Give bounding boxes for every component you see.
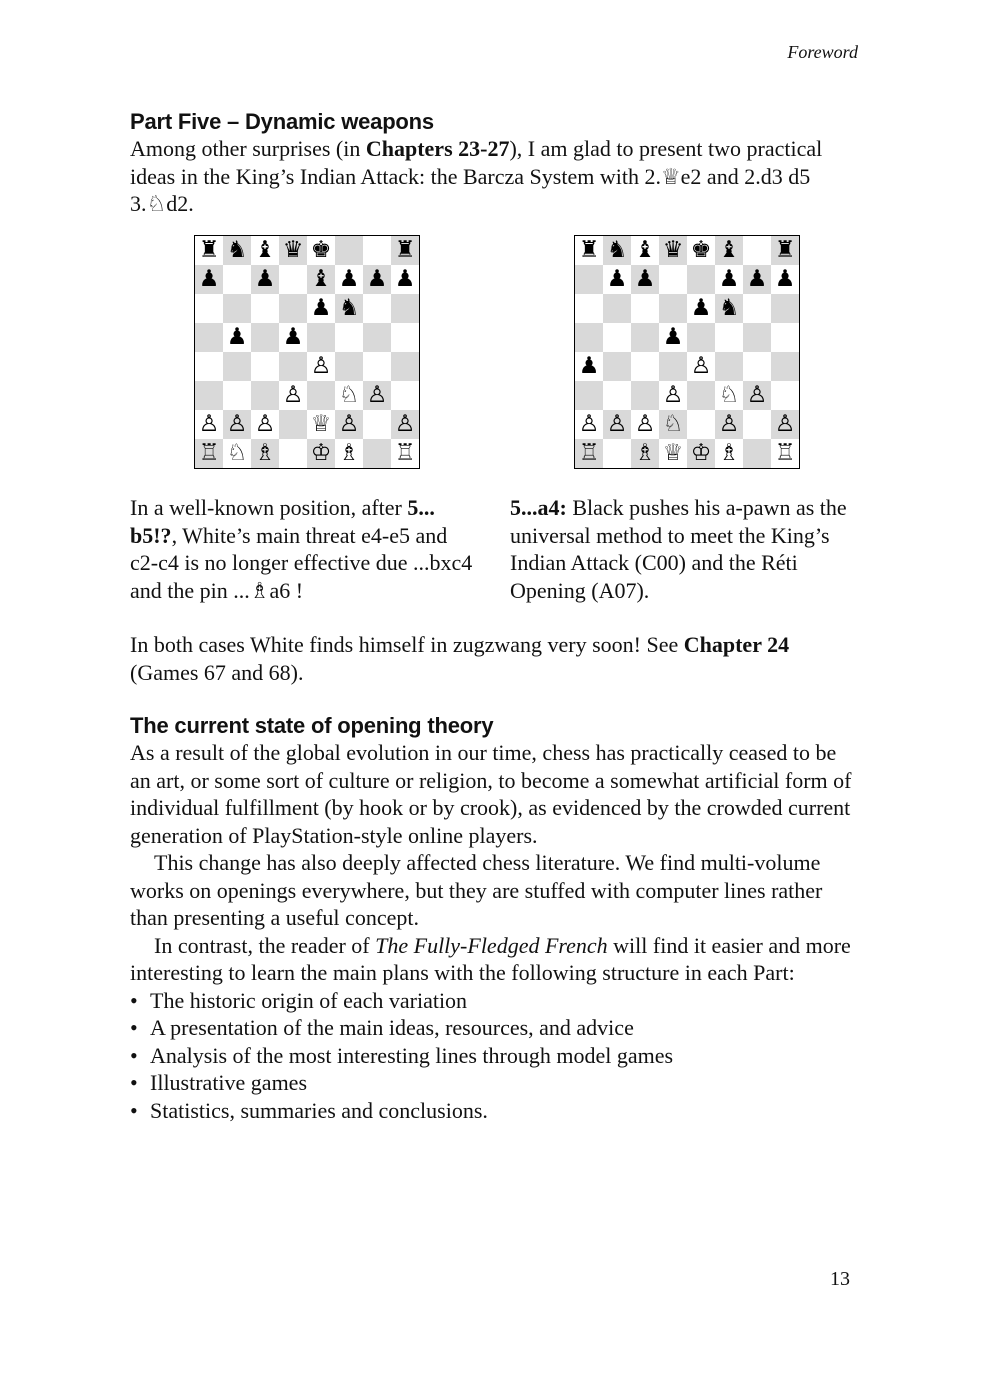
- board-square: ♗: [715, 439, 743, 468]
- board-square: ♟: [603, 265, 631, 294]
- bullet-list: [130, 987, 860, 1125]
- board-square: ♙: [687, 352, 715, 381]
- board-square: [743, 410, 771, 439]
- board-square: ♟: [195, 265, 223, 294]
- board-square: [251, 352, 279, 381]
- board-square: [743, 294, 771, 323]
- board-square: ♟: [715, 265, 743, 294]
- board-square: [771, 352, 799, 381]
- board-square: [715, 352, 743, 381]
- diagram-caption-left: [130, 494, 480, 604]
- board-square: ♞: [715, 294, 743, 323]
- bullet-icon: •: [130, 1070, 138, 1095]
- board-square: [363, 294, 391, 323]
- summary-paragraph: [130, 631, 860, 686]
- board-square: [771, 381, 799, 410]
- list-item-text: Statistics, summaries and conclusions.: [150, 1097, 488, 1123]
- board-square: ♙: [743, 381, 771, 410]
- board-square: [307, 323, 335, 352]
- board-square: ♟: [335, 265, 363, 294]
- bullet-icon: •: [130, 1015, 138, 1040]
- board-square: [391, 323, 419, 352]
- section-heading: Part Five – Dynamic weapons: [130, 109, 434, 134]
- board-square: [687, 410, 715, 439]
- board-square: [715, 323, 743, 352]
- board-square: [603, 439, 631, 468]
- board-square: [279, 410, 307, 439]
- board-square: ♛: [279, 236, 307, 265]
- board-square: ♟: [391, 265, 419, 294]
- board-square: ♞: [223, 236, 251, 265]
- board-square: [687, 265, 715, 294]
- board-square: ♚: [307, 236, 335, 265]
- board-square: ♗: [335, 439, 363, 468]
- board-square: ♟: [743, 265, 771, 294]
- list-item-text: Illustrative games: [150, 1070, 308, 1095]
- board-square: [195, 294, 223, 323]
- board-square: ♙: [251, 410, 279, 439]
- board-square: ♛: [659, 236, 687, 265]
- board-square: [335, 236, 363, 265]
- board-square: [743, 352, 771, 381]
- board-square: ♖: [575, 439, 603, 468]
- body-paragraph: [130, 932, 860, 987]
- board-square: ♙: [279, 381, 307, 410]
- board-square: ♙: [363, 381, 391, 410]
- board-square: ♙: [335, 410, 363, 439]
- board-square: [251, 381, 279, 410]
- list-item: [130, 1042, 860, 1070]
- text-run: Black pushes his a-pawn as the universal method to meet the King’s Indian Attack (C00) and the Réti Opening (A07).: [510, 495, 847, 603]
- board-square: [195, 381, 223, 410]
- board-square: [195, 323, 223, 352]
- board-square: [659, 294, 687, 323]
- board-square: ♔: [687, 439, 715, 468]
- board-square: [631, 352, 659, 381]
- board-square: ♙: [195, 410, 223, 439]
- board-square: [631, 323, 659, 352]
- board-square: ♟: [251, 265, 279, 294]
- list-item-text: The historic origin of each variation: [150, 987, 468, 1013]
- board-square: ♜: [391, 236, 419, 265]
- board-square: [391, 381, 419, 410]
- board-grid: [575, 236, 799, 468]
- bullet-icon: •: [130, 1042, 138, 1068]
- board-square: [771, 294, 799, 323]
- board-square: ♙: [659, 381, 687, 410]
- body-paragraph: This change has also deeply affected chess literature. We find multi-volume works on openings everywhere, but they are stuffed with computer lines rather than presenting a useful concept.: [130, 850, 823, 930]
- board-square: ♘: [715, 381, 743, 410]
- board-square: ♙: [575, 410, 603, 439]
- section-heading: The current state of opening theory: [130, 713, 494, 738]
- board-square: ♟: [631, 265, 659, 294]
- board-square: [307, 381, 335, 410]
- section-opening-theory: [130, 712, 860, 1124]
- board-square: [195, 352, 223, 381]
- board-square: ♚: [687, 236, 715, 265]
- board-square: [363, 236, 391, 265]
- board-square: [631, 294, 659, 323]
- board-square: [251, 294, 279, 323]
- board-square: ♘: [335, 381, 363, 410]
- list-item: [130, 1014, 860, 1042]
- text-run: In both cases White finds himself in zugzwang very soon! See: [130, 632, 684, 657]
- board-square: [659, 352, 687, 381]
- board-square: ♗: [631, 439, 659, 468]
- board-square: [335, 323, 363, 352]
- intro-paragraph: [130, 135, 860, 218]
- board-square: ♙: [715, 410, 743, 439]
- board-square: [363, 410, 391, 439]
- board-square: ♙: [603, 410, 631, 439]
- board-square: [279, 439, 307, 468]
- board-square: ♜: [575, 236, 603, 265]
- board-square: [743, 323, 771, 352]
- board-square: [603, 352, 631, 381]
- board-square: [575, 294, 603, 323]
- board-square: [251, 323, 279, 352]
- diagram-caption-right: [510, 494, 860, 604]
- list-item: [130, 987, 860, 1015]
- board-square: ♟: [575, 352, 603, 381]
- board-grid: [195, 236, 419, 468]
- board-square: [223, 352, 251, 381]
- board-square: ♝: [251, 236, 279, 265]
- board-square: [603, 381, 631, 410]
- board-square: ♕: [659, 439, 687, 468]
- board-square: [631, 381, 659, 410]
- body-paragraph: As a result of the global evolution in our time, chess has practically ceased to be an art, or some sort of culture or religion, to become a somewhat artificial form of individual fulfillment (by hook or by crook), as evidenced by the crowded current generation of PlayStation-style online players.: [130, 740, 852, 848]
- board-square: ♝: [631, 236, 659, 265]
- list-item-text: A presentation of the main ideas, resources, and advice: [150, 1015, 634, 1040]
- board-square: [687, 381, 715, 410]
- board-square: ♞: [603, 236, 631, 265]
- board-square: [363, 323, 391, 352]
- board-square: [743, 236, 771, 265]
- book-title: The Fully-Fledged French: [375, 932, 608, 958]
- board-square: [279, 265, 307, 294]
- list-item: [130, 1097, 860, 1125]
- board-square: [223, 265, 251, 294]
- board-square: [363, 352, 391, 381]
- board-square: [223, 381, 251, 410]
- text-run: In a well-known position, after: [130, 495, 408, 520]
- chess-diagram-right: [574, 235, 800, 469]
- text-run: ), I am glad to present two practical ideas in the King’s Indian Attack: the Barcza System with 2.♕e2 and 2.d3 d5 3.♘d2.: [130, 136, 823, 216]
- board-square: ♖: [391, 439, 419, 468]
- board-square: [575, 265, 603, 294]
- board-square: [575, 381, 603, 410]
- board-square: ♗: [251, 439, 279, 468]
- board-square: ♟: [307, 294, 335, 323]
- board-square: [391, 294, 419, 323]
- board-square: ♟: [279, 323, 307, 352]
- bold-move: 5... b5!?: [130, 495, 435, 548]
- board-square: [363, 439, 391, 468]
- board-square: [687, 323, 715, 352]
- bullet-icon: •: [130, 987, 138, 1013]
- board-square: [771, 323, 799, 352]
- bold-reference: Chapters 23-27: [365, 136, 510, 161]
- board-square: ♕: [307, 410, 335, 439]
- board-square: ♙: [771, 410, 799, 439]
- board-square: ♖: [195, 439, 223, 468]
- board-square: [603, 294, 631, 323]
- text-run: Among other surprises (in: [130, 136, 366, 161]
- board-square: ♙: [631, 410, 659, 439]
- board-square: ♜: [195, 236, 223, 265]
- board-square: [279, 294, 307, 323]
- board-square: ♘: [659, 410, 687, 439]
- board-square: ♖: [771, 439, 799, 468]
- board-square: ♙: [307, 352, 335, 381]
- text-run: , White’s main threat e4-e5 and c2-c4 is no longer effective due ...bxc4 and the pin ...♗a6 !: [130, 522, 473, 603]
- board-square: ♟: [771, 265, 799, 294]
- board-square: [575, 323, 603, 352]
- board-square: ♔: [307, 439, 335, 468]
- board-square: ♟: [659, 323, 687, 352]
- section-part-five: [130, 108, 860, 218]
- text-run: will find it easier and more interesting to learn the main plans with the following structure in each Part:: [130, 932, 851, 985]
- bullet-icon: •: [130, 1097, 138, 1123]
- list-item-text: Analysis of the most interesting lines through model games: [150, 1042, 674, 1068]
- page-number: 13: [830, 1268, 850, 1290]
- board-square: ♟: [223, 323, 251, 352]
- board-square: ♞: [335, 294, 363, 323]
- board-square: [659, 265, 687, 294]
- bold-move: 5...a4:: [510, 495, 567, 520]
- running-header: Foreword: [787, 42, 858, 62]
- board-square: ♝: [307, 265, 335, 294]
- text-run: (Games 67 and 68).: [130, 659, 304, 685]
- board-square: ♜: [771, 236, 799, 265]
- list-item: [130, 1069, 860, 1097]
- board-square: ♝: [715, 236, 743, 265]
- board-square: [279, 352, 307, 381]
- text-run: In contrast, the reader of: [154, 932, 376, 958]
- board-square: [223, 294, 251, 323]
- board-square: ♙: [391, 410, 419, 439]
- board-square: [391, 352, 419, 381]
- chess-diagram-left: [194, 235, 420, 469]
- board-square: [335, 352, 363, 381]
- board-square: [603, 323, 631, 352]
- board-square: ♘: [223, 439, 251, 468]
- board-square: [743, 439, 771, 468]
- board-square: ♙: [223, 410, 251, 439]
- board-square: ♟: [687, 294, 715, 323]
- board-square: ♟: [363, 265, 391, 294]
- bold-reference: Chapter 24: [683, 632, 790, 657]
